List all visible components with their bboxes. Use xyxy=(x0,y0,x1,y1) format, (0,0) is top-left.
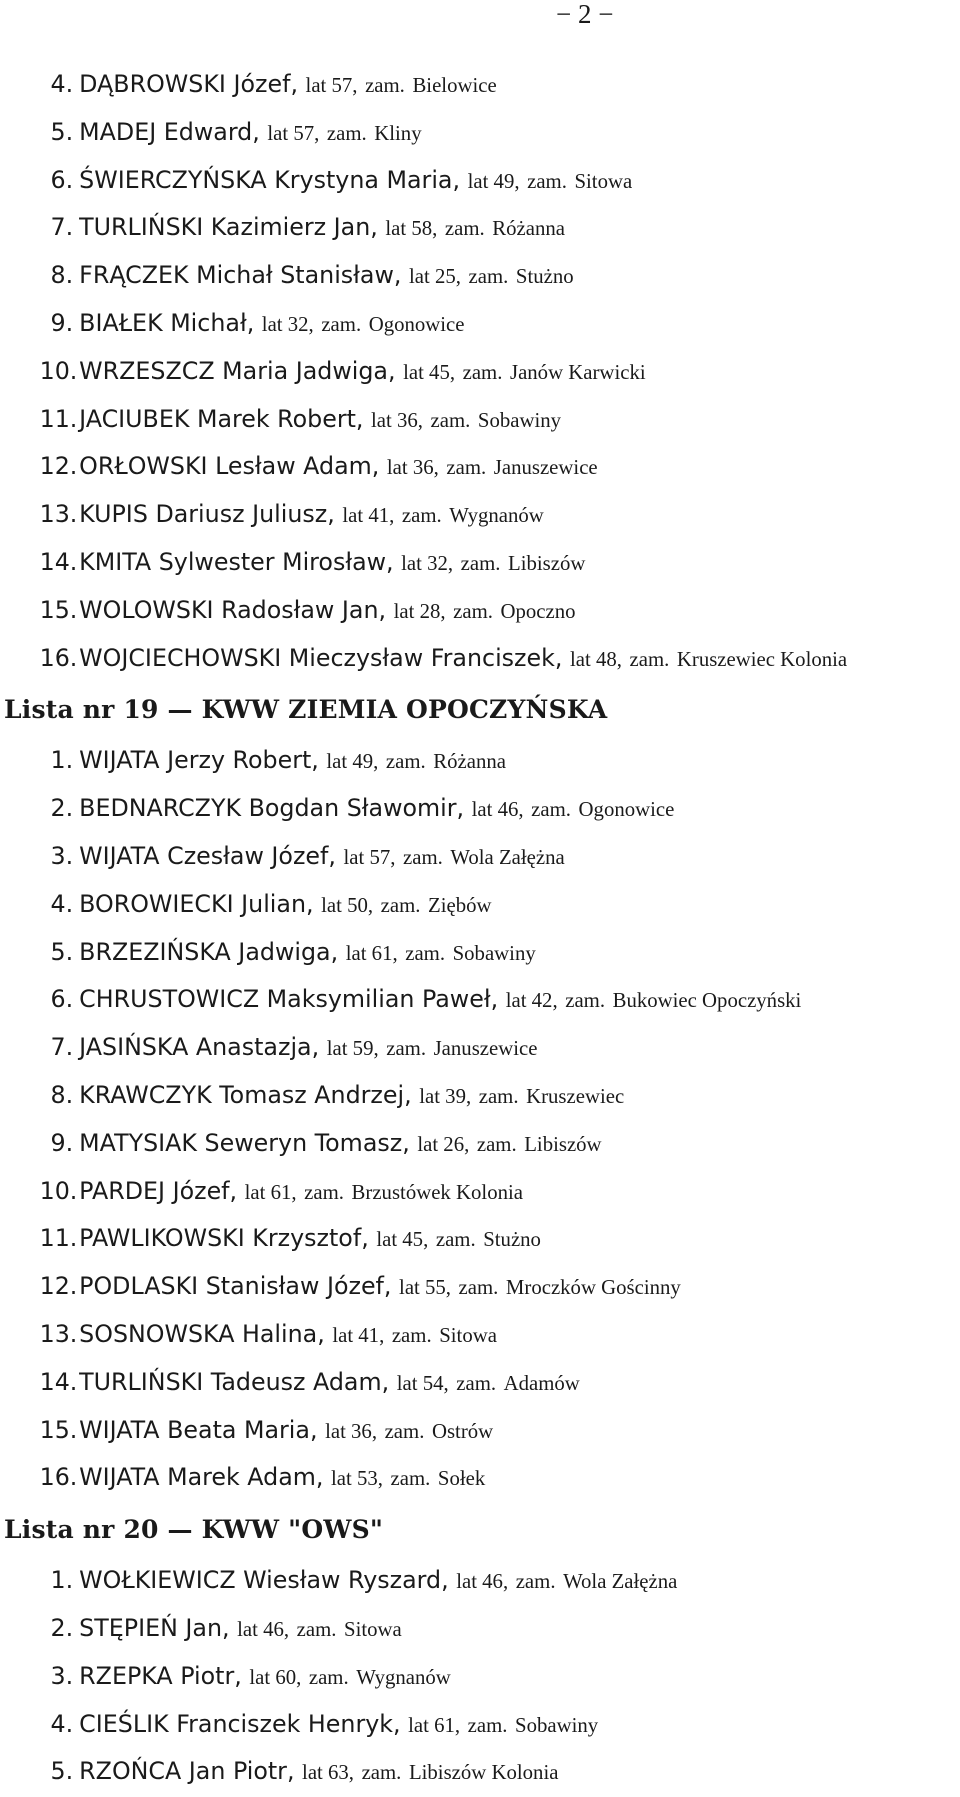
candidate-name: JACIUBEK Marek Robert, xyxy=(79,404,364,433)
candidate-residence-prefix: zam. xyxy=(326,120,367,145)
candidate-name: CHRUSTOWICZ Maksymilian Paweł, xyxy=(79,985,499,1014)
candidate-place: Brzustówek Kolonia xyxy=(351,1179,523,1204)
candidate-name: KUPIS Dariusz Juliusz, xyxy=(79,500,335,529)
candidate-age: lat 48, xyxy=(569,646,622,671)
candidate-age: lat 61, xyxy=(345,940,398,965)
candidate-entry xyxy=(0,157,950,205)
candidate-name: PARDEJ Józef, xyxy=(79,1176,238,1205)
candidate-age: lat 39, xyxy=(419,1083,472,1108)
candidate-residence-prefix: zam. xyxy=(458,1275,499,1300)
candidate-number: 1. xyxy=(50,1566,74,1595)
candidate-residence-prefix: zam. xyxy=(380,892,421,917)
page-number: − 2 − xyxy=(556,0,614,29)
candidate-age: lat 46, xyxy=(456,1569,509,1594)
candidate-place: Sitowa xyxy=(574,168,633,193)
candidate-entry xyxy=(0,587,950,635)
candidate-name: WOŁKIEWICZ Wiesław Ryszard, xyxy=(79,1566,449,1595)
candidate-age: lat 55, xyxy=(399,1275,451,1300)
candidate-entry xyxy=(0,1701,950,1749)
candidate-residence-prefix: zam. xyxy=(430,407,471,432)
candidate-age: lat 25, xyxy=(409,264,461,289)
candidate-number: 5. xyxy=(50,1757,74,1786)
candidate-entry xyxy=(0,1215,950,1263)
candidate-residence-prefix: zam. xyxy=(565,988,606,1013)
candidate-place: Sobawiny xyxy=(452,940,536,965)
candidate-number: 10. xyxy=(39,1176,78,1205)
candidate-entry xyxy=(0,1311,950,1359)
candidate-residence-prefix: zam. xyxy=(456,1370,497,1395)
candidate-number: 13. xyxy=(39,1319,78,1348)
candidate-entry xyxy=(0,785,950,833)
candidate-residence-prefix: zam. xyxy=(462,359,503,384)
candidate-age: lat 63, xyxy=(302,1760,355,1785)
candidate-residence-prefix: zam. xyxy=(435,1227,476,1252)
candidate-age: lat 57, xyxy=(343,844,396,869)
candidate-place: Ostrów xyxy=(431,1418,494,1443)
candidate-name: BIAŁEK Michał, xyxy=(79,308,255,337)
candidate-name: MADEJ Edward, xyxy=(79,117,260,146)
candidate-number: 9. xyxy=(50,1128,74,1157)
candidate-age: lat 59, xyxy=(326,1036,379,1061)
candidate-name: TURLIŃSKI Kazimierz Jan, xyxy=(79,213,378,242)
candidate-entry xyxy=(0,976,950,1024)
candidate-age: lat 26, xyxy=(417,1131,470,1156)
candidate-place: Wola Załężna xyxy=(450,844,565,869)
candidate-residence-prefix: zam. xyxy=(386,1036,427,1061)
candidate-residence-prefix: zam. xyxy=(629,646,670,671)
candidate-entry xyxy=(0,1359,950,1407)
candidate-residence-prefix: zam. xyxy=(515,1569,556,1594)
candidate-number: 8. xyxy=(50,1080,74,1109)
candidate-name: MATYSIAK Seweryn Tomasz, xyxy=(79,1128,410,1157)
candidate-place: Kruszewiec xyxy=(526,1083,625,1108)
candidate-name: CIEŚLIK Franciszek Henryk, xyxy=(79,1709,401,1738)
candidate-number: 15. xyxy=(39,595,78,624)
candidate-name: KRAWCZYK Tomasz Andrzej, xyxy=(79,1080,412,1109)
candidate-age: lat 46, xyxy=(471,797,524,822)
candidate-entry xyxy=(0,491,950,539)
candidate-name: WIJATA Jerzy Robert, xyxy=(79,746,319,775)
list-heading: Lista nr 20 — KWW "OWS" xyxy=(4,1515,384,1545)
candidate-place: Libiszów xyxy=(508,550,586,575)
candidate-entry xyxy=(0,1024,950,1072)
candidate-age: lat 57, xyxy=(267,120,320,145)
candidate-age: lat 58, xyxy=(385,216,438,241)
candidate-entry xyxy=(0,1557,950,1605)
candidate-entry xyxy=(0,1454,950,1502)
candidate-place: Opoczno xyxy=(500,598,576,623)
candidate-number: 9. xyxy=(50,308,74,337)
candidate-place: Sołek xyxy=(437,1466,486,1491)
candidate-age: lat 53, xyxy=(331,1466,383,1491)
candidate-number: 12. xyxy=(39,452,78,481)
candidate-number: 11. xyxy=(39,1224,78,1253)
candidate-place: Sitowa xyxy=(439,1322,497,1347)
candidate-age: lat 61, xyxy=(244,1179,297,1204)
candidate-age: lat 49, xyxy=(326,749,379,774)
candidate-place: Bukowiec Opoczyński xyxy=(612,988,802,1013)
candidate-age: lat 36, xyxy=(371,407,423,432)
candidate-age: lat 60, xyxy=(249,1664,302,1689)
candidate-age: lat 36, xyxy=(325,1418,378,1443)
candidate-number: 10. xyxy=(39,356,78,385)
candidate-residence-prefix: zam. xyxy=(468,264,509,289)
candidate-age: lat 61, xyxy=(408,1712,461,1737)
candidate-entry xyxy=(0,929,950,977)
candidate-age: lat 57, xyxy=(305,73,358,97)
candidate-number: 4. xyxy=(50,70,74,98)
candidate-entry xyxy=(0,635,950,683)
candidate-name: BEDNARCZYK Bogdan Sławomir, xyxy=(79,794,465,823)
candidate-number: 3. xyxy=(50,1661,74,1690)
candidate-entry xyxy=(0,539,950,587)
candidate-number: 3. xyxy=(50,841,74,870)
candidate-place: Mroczków Gościnny xyxy=(505,1275,681,1300)
candidate-number: 11. xyxy=(39,404,78,433)
candidate-residence-prefix: zam. xyxy=(446,455,487,480)
candidate-name: SOSNOWSKA Halina, xyxy=(79,1319,325,1348)
candidate-entry xyxy=(0,443,950,491)
candidate-place: Stużno xyxy=(483,1227,541,1252)
candidate-residence-prefix: zam. xyxy=(531,797,571,822)
candidate-age: lat 32, xyxy=(401,550,454,575)
candidate-number: 16. xyxy=(39,1463,78,1492)
candidate-residence-prefix: zam. xyxy=(361,1760,402,1785)
candidate-place: Wola Załężna xyxy=(563,1569,678,1594)
list-20 xyxy=(0,1502,960,1796)
candidate-place: Sobawiny xyxy=(515,1712,599,1737)
candidate-age: lat 41, xyxy=(342,503,395,528)
candidate-age: lat 28, xyxy=(393,598,446,623)
candidate-name: WIJATA Czesław Józef, xyxy=(79,841,336,870)
candidate-residence-prefix: zam. xyxy=(460,550,501,575)
candidate-name: BOROWIECKI Julian, xyxy=(79,889,314,918)
candidate-number: 5. xyxy=(50,937,74,966)
candidate-name: RZOŃCA Jan Piotr, xyxy=(79,1757,295,1786)
candidate-entry xyxy=(0,1407,950,1455)
candidate-number: 8. xyxy=(50,261,74,290)
candidate-number: 12. xyxy=(39,1272,78,1301)
candidate-number: 5. xyxy=(50,117,74,146)
candidate-number: 4. xyxy=(50,1709,74,1738)
candidate-place: Wygnanów xyxy=(449,503,544,528)
candidate-residence-prefix: zam. xyxy=(467,1712,508,1737)
candidate-age: lat 45, xyxy=(403,359,456,384)
candidate-name: WIJATA Beata Maria, xyxy=(79,1415,318,1444)
candidate-entry xyxy=(0,1653,950,1701)
candidate-age: lat 36, xyxy=(386,455,439,480)
candidate-entry xyxy=(0,1072,950,1120)
candidate-number: 1. xyxy=(50,746,74,775)
candidate-entry xyxy=(0,1605,950,1653)
candidate-residence-prefix: zam. xyxy=(527,168,567,193)
candidate-place: Libiszów Kolonia xyxy=(408,1760,559,1785)
candidate-name: ORŁOWSKI Lesław Adam, xyxy=(79,452,380,481)
candidate-number: 6. xyxy=(50,985,74,1014)
candidate-number: 7. xyxy=(50,1033,74,1062)
candidate-place: Ziębów xyxy=(428,892,492,917)
candidate-entry xyxy=(0,833,950,881)
candidate-name: JASIŃSKA Anastazja, xyxy=(79,1033,320,1062)
candidate-name: WOLOWSKI Radosław Jan, xyxy=(79,595,387,624)
candidate-name: ŚWIERCZYŃSKA Krystyna Maria, xyxy=(79,165,461,194)
candidate-residence-prefix: zam. xyxy=(453,598,493,623)
candidate-age: lat 46, xyxy=(237,1616,290,1641)
candidate-number: 15. xyxy=(39,1415,78,1444)
candidate-place: Libiszów xyxy=(524,1131,602,1156)
candidate-name: BRZEZIŃSKA Jadwiga, xyxy=(79,937,339,966)
candidate-place: Różanna xyxy=(492,216,566,241)
candidate-name: PODLASKI Stanisław Józef, xyxy=(79,1272,392,1301)
candidate-residence-prefix: zam. xyxy=(401,503,442,528)
candidate-list xyxy=(0,61,960,682)
candidate-place: Januszewice xyxy=(433,1036,538,1061)
candidate-age: lat 45, xyxy=(376,1227,429,1252)
list-continued xyxy=(0,61,960,682)
candidate-residence-prefix: zam. xyxy=(308,1664,349,1689)
candidate-entry xyxy=(0,1263,950,1311)
candidate-entry xyxy=(0,348,950,396)
candidate-age: lat 49, xyxy=(467,168,520,193)
candidate-list xyxy=(0,1557,960,1796)
candidate-number: 6. xyxy=(50,165,74,194)
candidate-name: STĘPIEŃ Jan, xyxy=(79,1613,230,1642)
candidate-name: RZEPKA Piotr, xyxy=(79,1661,242,1690)
candidate-name: FRĄCZEK Michał Stanisław, xyxy=(79,261,402,290)
candidate-place: Wygnanów xyxy=(356,1664,451,1689)
candidate-place: Ogonowice xyxy=(368,311,465,336)
candidate-age: lat 50, xyxy=(321,892,374,917)
candidate-entry xyxy=(0,300,950,348)
candidate-residence-prefix: zam. xyxy=(478,1083,519,1108)
candidate-place: Januszewice xyxy=(493,455,598,480)
candidate-number: 4. xyxy=(50,889,74,918)
candidate-residence-prefix: zam. xyxy=(391,1322,432,1347)
candidate-name: WRZESZCZ Maria Jadwiga, xyxy=(79,356,396,385)
candidate-number: 14. xyxy=(39,1367,78,1396)
candidate-place: Różanna xyxy=(433,749,507,774)
candidate-entry xyxy=(0,1120,950,1168)
candidate-age: lat 41, xyxy=(332,1322,385,1347)
candidate-place: Sitowa xyxy=(344,1616,402,1641)
candidate-entry xyxy=(0,61,950,109)
candidate-place: Adamów xyxy=(503,1370,580,1395)
candidate-name: PAWLIKOWSKI Krzysztof, xyxy=(79,1224,369,1253)
candidate-residence-prefix: zam. xyxy=(444,216,485,241)
candidate-entry xyxy=(0,396,950,444)
candidate-residence-prefix: zam. xyxy=(390,1466,431,1491)
candidate-age: lat 32, xyxy=(261,311,314,336)
candidate-residence-prefix: zam. xyxy=(385,749,426,774)
candidate-place: Ogonowice xyxy=(578,797,675,822)
candidate-name: WIJATA Marek Adam, xyxy=(79,1463,324,1492)
candidate-name: KMITA Sylwester Mirosław, xyxy=(79,547,394,576)
candidate-entry xyxy=(0,109,950,157)
candidate-entry xyxy=(0,252,950,300)
candidate-number: 16. xyxy=(39,643,78,672)
candidate-place: Stużno xyxy=(515,264,574,289)
candidate-residence-prefix: zam. xyxy=(405,940,446,965)
candidate-entry xyxy=(0,881,950,929)
candidate-residence-prefix: zam. xyxy=(321,311,362,336)
candidate-document xyxy=(0,61,960,1796)
candidate-place: Bielowice xyxy=(412,73,497,97)
candidate-entry xyxy=(0,1168,950,1216)
candidate-residence-prefix: zam. xyxy=(384,1418,425,1443)
candidate-place: Kruszewiec Kolonia xyxy=(676,646,848,671)
candidate-entry xyxy=(0,737,950,785)
candidate-name: DĄBROWSKI Józef, xyxy=(79,70,298,98)
candidate-residence-prefix: zam. xyxy=(304,1179,344,1204)
candidate-age: lat 42, xyxy=(505,988,558,1013)
candidate-residence-prefix: zam. xyxy=(476,1131,517,1156)
list-heading: Lista nr 19 — KWW ZIEMIA OPOCZYŃSKA xyxy=(4,695,608,725)
candidate-name: TURLIŃSKI Tadeusz Adam, xyxy=(79,1367,390,1396)
candidate-number: 13. xyxy=(39,500,78,529)
candidate-residence-prefix: zam. xyxy=(365,73,405,97)
candidate-list xyxy=(0,737,960,1502)
candidate-residence-prefix: zam. xyxy=(296,1616,337,1641)
candidate-place: Kliny xyxy=(374,120,422,145)
candidate-place: Janów Karwicki xyxy=(509,359,646,384)
candidate-number: 2. xyxy=(50,1613,74,1642)
list-19 xyxy=(0,682,960,1502)
candidate-number: 14. xyxy=(39,547,78,576)
candidate-entry xyxy=(0,1748,950,1796)
candidate-place: Sobawiny xyxy=(477,407,562,432)
candidate-number: 2. xyxy=(50,794,74,823)
candidate-residence-prefix: zam. xyxy=(403,844,443,869)
candidate-name: WOJCIECHOWSKI Mieczysław Franciszek, xyxy=(79,643,563,672)
candidate-entry xyxy=(0,204,950,252)
candidate-number: 7. xyxy=(50,213,74,242)
candidate-age: lat 54, xyxy=(396,1370,449,1395)
